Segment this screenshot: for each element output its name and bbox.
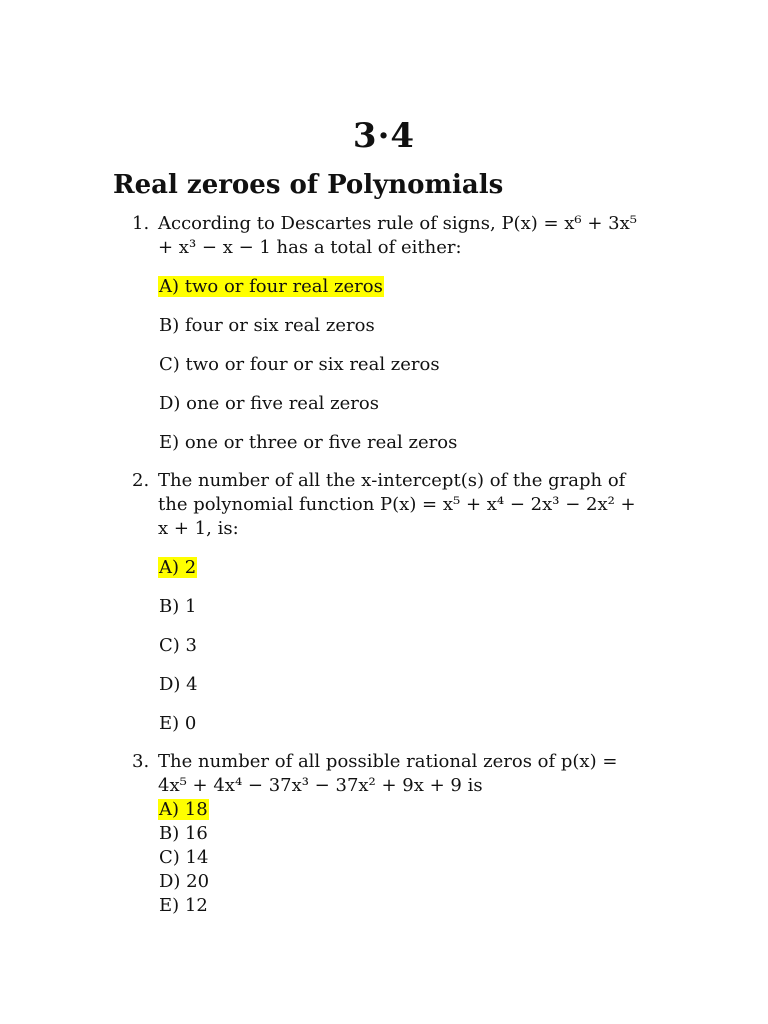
question-stem <box>158 212 648 260</box>
question-list <box>0 212 768 918</box>
stem-prefix: According to Descartes rule of signs, <box>158 213 502 234</box>
option-text: C) 3 <box>159 635 197 656</box>
option-e <box>158 894 648 918</box>
option-text: C) 14 <box>159 847 209 868</box>
option-a <box>158 798 648 822</box>
math-expression: P(x) = x⁵ + x⁴ − 2x³ − 2x² + x + 1 <box>158 494 636 539</box>
option-text: D) 4 <box>159 674 198 695</box>
section-heading: Real zeroes of Polynomials <box>113 170 504 200</box>
option-d <box>158 870 648 894</box>
stem-prefix: The number of all the <box>158 470 362 491</box>
option-c <box>158 846 648 870</box>
math-expression: P(x) = x⁶ + 3x⁵ + x³ − x − 1 <box>158 213 637 258</box>
option-text: B) 16 <box>159 823 208 844</box>
option-text: E) one or three or five real zeros <box>159 432 458 453</box>
question-3 <box>132 750 648 918</box>
option-e <box>158 431 648 455</box>
question-number: 1. <box>132 213 150 234</box>
page-title: 3·4 <box>352 116 416 156</box>
option-a <box>158 556 648 580</box>
stem-suffix: has a total of either: <box>270 237 462 258</box>
option-b <box>158 314 648 338</box>
option-b <box>158 595 648 619</box>
option-text: D) one or five real zeros <box>159 393 379 414</box>
highlighted-answer: A) two or four real zeros <box>159 276 383 297</box>
stem-prefix: The number of all possible rational zeros of <box>158 751 561 772</box>
stem-suffix: is <box>461 775 483 796</box>
option-c <box>158 353 648 377</box>
highlighted-answer: A) 18 <box>159 799 208 820</box>
question-stem <box>158 469 648 541</box>
question-2 <box>132 469 648 736</box>
option-e <box>158 712 648 736</box>
option-c <box>158 634 648 658</box>
stem-middle: -intercept(s) of the graph of the polynomial function <box>158 470 626 515</box>
math-variable: x <box>361 470 372 491</box>
option-text: B) 1 <box>159 596 197 617</box>
stem-suffix: , is: <box>206 518 239 539</box>
option-text: D) 20 <box>159 871 210 892</box>
math-expression: p(x) = 4x⁵ + 4x⁴ − 37x³ − 37x² + 9x + 9 <box>158 751 618 796</box>
option-text: E) 12 <box>159 895 208 916</box>
option-text: B) four or six real zeros <box>159 315 375 336</box>
question-1 <box>132 212 648 455</box>
option-b <box>158 822 648 846</box>
highlighted-answer: A) 2 <box>159 557 197 578</box>
option-a <box>158 275 648 299</box>
option-text: E) 0 <box>159 713 197 734</box>
question-number: 2. <box>132 470 150 491</box>
option-text: C) two or four or six real zeros <box>159 354 440 375</box>
question-number: 3. <box>132 751 150 772</box>
option-d <box>158 392 648 416</box>
option-d <box>158 673 648 697</box>
question-stem <box>158 750 648 798</box>
